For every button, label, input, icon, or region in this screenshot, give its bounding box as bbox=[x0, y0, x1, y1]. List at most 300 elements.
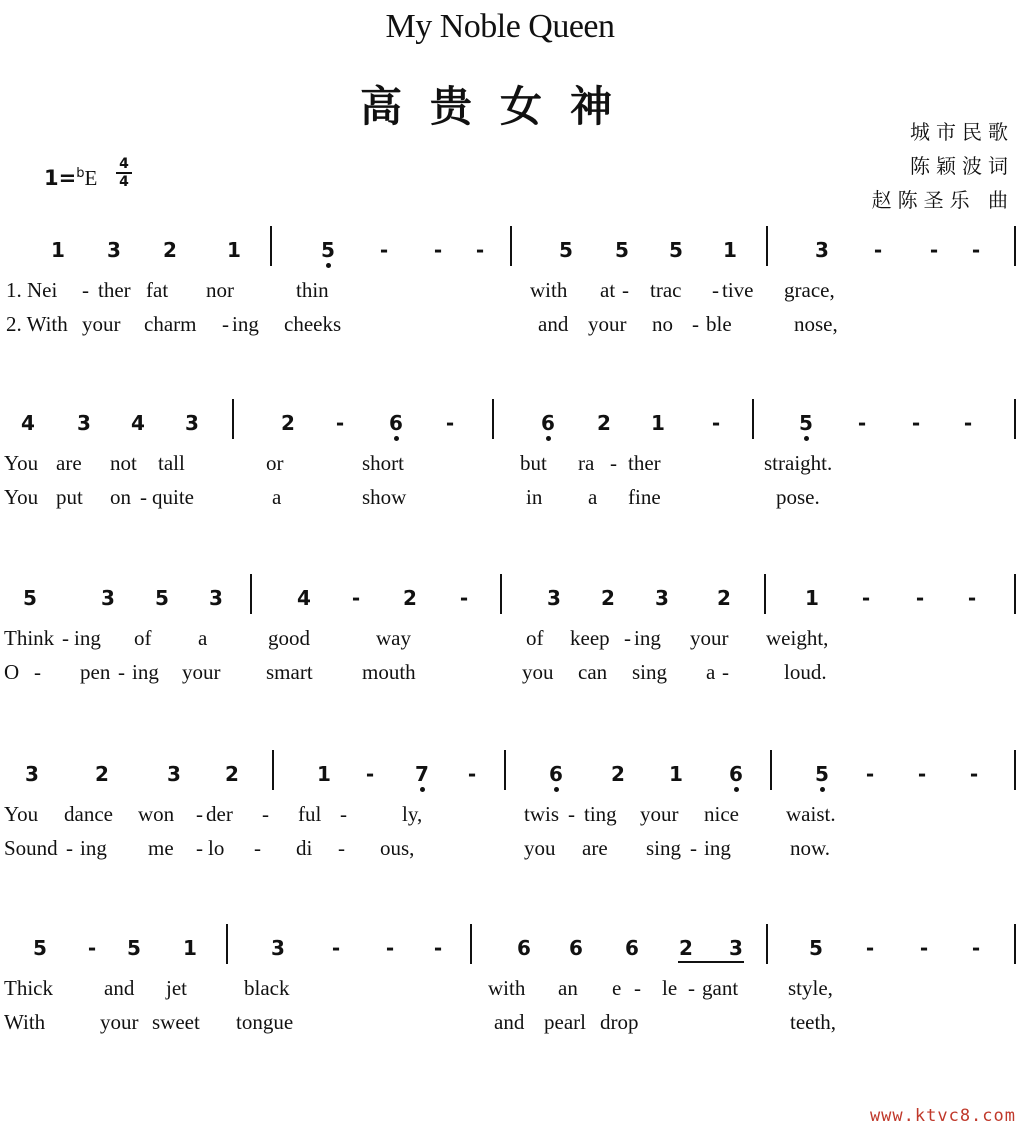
note bbox=[676, 936, 696, 960]
lyric-syllable: fine bbox=[628, 485, 661, 509]
sustain-dash bbox=[374, 238, 394, 262]
note bbox=[268, 936, 288, 960]
lyric-syllable: are bbox=[56, 451, 82, 475]
lyric-syllable: a bbox=[272, 485, 282, 509]
lyric-syllable: of bbox=[526, 626, 544, 650]
barline bbox=[1014, 574, 1016, 614]
lyric-syllable: ing bbox=[132, 660, 159, 684]
time-signature-bottom: 4 bbox=[119, 174, 129, 190]
lyric-hyphen: - bbox=[196, 802, 203, 826]
lyric-syllable: can bbox=[578, 660, 608, 684]
note bbox=[180, 936, 200, 960]
sustain-dash bbox=[454, 586, 474, 610]
note-label: 3 bbox=[815, 238, 829, 262]
octave-dot bbox=[554, 787, 559, 792]
note-label: 6 bbox=[517, 936, 531, 960]
lyric-syllable: and bbox=[538, 312, 569, 336]
note bbox=[622, 936, 642, 960]
lyric-syllable: at bbox=[600, 278, 616, 302]
octave-dot bbox=[804, 436, 809, 441]
lyric-syllable: jet bbox=[166, 976, 187, 1000]
note bbox=[544, 586, 564, 610]
note-label: - bbox=[861, 586, 871, 610]
note-label: 3 bbox=[655, 586, 669, 610]
lyric-syllable: now. bbox=[790, 836, 831, 860]
sustain-dash bbox=[470, 238, 490, 262]
barline bbox=[1014, 226, 1016, 266]
key-note: E bbox=[84, 166, 98, 190]
note bbox=[222, 762, 242, 786]
note-label: 4 bbox=[297, 586, 311, 610]
octave-dot bbox=[734, 787, 739, 792]
note-label: - bbox=[379, 238, 389, 262]
note-label: - bbox=[929, 238, 939, 262]
lyric-hyphen: - bbox=[82, 278, 89, 302]
note-label: - bbox=[917, 762, 927, 786]
sustain-dash bbox=[860, 762, 880, 786]
note-label: 3 bbox=[25, 762, 39, 786]
note-label: 5 bbox=[809, 936, 823, 960]
lyric-syllable: show bbox=[362, 485, 407, 509]
lyric-syllable: smart bbox=[266, 660, 313, 684]
note bbox=[30, 936, 50, 960]
barline bbox=[270, 226, 272, 266]
lyric-syllable: der bbox=[206, 802, 233, 826]
note-label: 1 bbox=[805, 586, 819, 610]
lyric-syllable: ing bbox=[80, 836, 107, 860]
note bbox=[104, 238, 124, 262]
sustain-dash bbox=[906, 411, 926, 435]
lyric-syllable: an bbox=[558, 976, 578, 1000]
underline-beam bbox=[678, 961, 744, 963]
note bbox=[796, 411, 816, 435]
lyric-syllable: a bbox=[198, 626, 208, 650]
lyric-syllable: ing bbox=[232, 312, 259, 336]
lyric-syllable: me bbox=[148, 836, 174, 860]
note-label: - bbox=[969, 762, 979, 786]
sustain-dash bbox=[966, 936, 986, 960]
lyric-syllable: fat bbox=[146, 278, 169, 302]
note-label: 6 bbox=[549, 762, 563, 786]
lyric-syllable: nose, bbox=[794, 312, 838, 336]
lyric-syllable: ing bbox=[74, 626, 101, 650]
lyric-syllable: Thick bbox=[4, 976, 53, 1000]
lyric-syllable: ble bbox=[706, 312, 732, 336]
note-label: 3 bbox=[547, 586, 561, 610]
note-label: 2 bbox=[611, 762, 625, 786]
barline bbox=[770, 750, 772, 790]
note-label: - bbox=[331, 936, 341, 960]
note-label: - bbox=[911, 411, 921, 435]
barline bbox=[510, 226, 512, 266]
lyric-hyphen: - bbox=[692, 312, 699, 336]
lyric-syllable: tongue bbox=[236, 1010, 294, 1034]
sustain-dash bbox=[462, 762, 482, 786]
lyric-syllable: Sound bbox=[4, 836, 58, 860]
lyric-syllable: ful bbox=[298, 802, 322, 826]
sustain-dash bbox=[958, 411, 978, 435]
note bbox=[412, 762, 432, 786]
note-label: 3 bbox=[101, 586, 115, 610]
sustain-dash bbox=[860, 936, 880, 960]
sustain-dash bbox=[910, 586, 930, 610]
lyric-hyphen: - bbox=[722, 660, 729, 684]
lyric-syllable: tive bbox=[722, 278, 754, 302]
note bbox=[648, 411, 668, 435]
lyric-syllable: on bbox=[110, 485, 131, 509]
lyric-syllable: a bbox=[588, 485, 598, 509]
lyric-syllable: Think bbox=[4, 626, 55, 650]
note-label: - bbox=[385, 936, 395, 960]
note-label: 7 bbox=[415, 762, 429, 786]
note-label: - bbox=[433, 238, 443, 262]
sustain-dash bbox=[962, 586, 982, 610]
note-label: 6 bbox=[541, 411, 555, 435]
lyric-syllable: short bbox=[362, 451, 404, 475]
note bbox=[594, 411, 614, 435]
lyric-syllable: won bbox=[138, 802, 175, 826]
barline bbox=[232, 399, 234, 439]
song-title-chinese: 高贵女神 bbox=[359, 82, 640, 131]
sustain-dash bbox=[380, 936, 400, 960]
sustain-dash bbox=[428, 238, 448, 262]
octave-dot bbox=[394, 436, 399, 441]
lyric-syllable: You bbox=[4, 802, 39, 826]
barline bbox=[504, 750, 506, 790]
lyric-syllable: di bbox=[296, 836, 313, 860]
sustain-dash bbox=[428, 936, 448, 960]
note-label: - bbox=[351, 586, 361, 610]
lyric-syllable: sweet bbox=[152, 1010, 200, 1034]
lyric-syllable: quite bbox=[152, 485, 194, 509]
lyric-syllable: You bbox=[4, 451, 39, 475]
credit-origin: 城市民歌 bbox=[910, 120, 1014, 144]
sustain-dash bbox=[852, 411, 872, 435]
lyric-syllable: or bbox=[266, 451, 284, 475]
note-label: 3 bbox=[77, 411, 91, 435]
lyric-syllable: and bbox=[104, 976, 135, 1000]
note bbox=[20, 586, 40, 610]
lyric-hyphen: - bbox=[196, 836, 203, 860]
note-label: 2 bbox=[717, 586, 731, 610]
note-label: - bbox=[365, 762, 375, 786]
lyric-syllable: You bbox=[4, 485, 39, 509]
lyric-syllable: ly, bbox=[402, 802, 423, 826]
lyric-syllable: ra bbox=[578, 451, 595, 475]
lyric-syllable: style, bbox=[788, 976, 833, 1000]
lyric-syllable: your bbox=[588, 312, 627, 336]
note bbox=[386, 411, 406, 435]
note-label: - bbox=[873, 238, 883, 262]
note bbox=[666, 762, 686, 786]
note-label: - bbox=[433, 936, 443, 960]
lyric-syllable: mouth bbox=[362, 660, 416, 684]
credit-lyricist: 陈颖波词 bbox=[910, 154, 1014, 178]
lyric-syllable: charm bbox=[144, 312, 197, 336]
note bbox=[206, 586, 226, 610]
lyric-syllable: black bbox=[244, 976, 290, 1000]
note bbox=[806, 936, 826, 960]
note-label: - bbox=[971, 936, 981, 960]
note-label: 1 bbox=[723, 238, 737, 262]
note-label: 6 bbox=[729, 762, 743, 786]
lyric-syllable: a bbox=[706, 660, 716, 684]
note-label: 3 bbox=[107, 238, 121, 262]
lyric-hyphen: - bbox=[66, 836, 73, 860]
note-label: 5 bbox=[127, 936, 141, 960]
lyric-syllable: your bbox=[82, 312, 121, 336]
lyric-syllable: 2. With bbox=[6, 312, 68, 336]
note bbox=[546, 762, 566, 786]
lyric-syllable: weight, bbox=[766, 626, 829, 650]
lyric-hyphen: - bbox=[688, 976, 695, 1000]
note-label: 3 bbox=[185, 411, 199, 435]
note bbox=[514, 936, 534, 960]
note-label: 2 bbox=[163, 238, 177, 262]
note-label: 2 bbox=[225, 762, 239, 786]
lyric-syllable: With bbox=[4, 1010, 46, 1034]
lyric-hyphen: - bbox=[340, 802, 347, 826]
lyric-syllable: are bbox=[582, 836, 608, 860]
note bbox=[812, 238, 832, 262]
lyric-syllable: teeth, bbox=[790, 1010, 837, 1034]
sustain-dash bbox=[440, 411, 460, 435]
note-label: 5 bbox=[33, 936, 47, 960]
note-label: 5 bbox=[559, 238, 573, 262]
lyric-syllable: ther bbox=[628, 451, 661, 475]
barline bbox=[492, 399, 494, 439]
sustain-dash bbox=[82, 936, 102, 960]
lyric-syllable: 1. Nei bbox=[6, 278, 58, 302]
lyric-syllable: waist. bbox=[786, 802, 836, 826]
song-title-english: My Noble Queen bbox=[385, 8, 615, 45]
note bbox=[22, 762, 42, 786]
note-label: - bbox=[857, 411, 867, 435]
lyric-syllable: put bbox=[56, 485, 83, 509]
lyric-syllable: way bbox=[376, 626, 411, 650]
note bbox=[182, 411, 202, 435]
lyric-syllable: loud. bbox=[784, 660, 827, 684]
lyric-syllable: your bbox=[690, 626, 729, 650]
lyric-syllable: pose. bbox=[776, 485, 820, 509]
note bbox=[278, 411, 298, 435]
note bbox=[98, 586, 118, 610]
note-label: 6 bbox=[389, 411, 403, 435]
lyric-syllable: ting bbox=[584, 802, 617, 826]
lyric-hyphen: - bbox=[118, 660, 125, 684]
time-signature-top: 4 bbox=[119, 156, 129, 172]
sustain-dash bbox=[966, 238, 986, 262]
note-label: 3 bbox=[729, 936, 743, 960]
lyric-syllable: ther bbox=[98, 278, 131, 302]
sustain-dash bbox=[924, 238, 944, 262]
note bbox=[726, 762, 746, 786]
barline bbox=[272, 750, 274, 790]
note-label: 2 bbox=[597, 411, 611, 435]
barline bbox=[766, 226, 768, 266]
lyric-syllable: thin bbox=[296, 278, 329, 302]
note bbox=[318, 238, 338, 262]
lyric-hyphen: - bbox=[610, 451, 617, 475]
note-label: 6 bbox=[625, 936, 639, 960]
barline bbox=[766, 924, 768, 964]
note bbox=[720, 238, 740, 262]
key-signature bbox=[44, 166, 97, 191]
lyric-syllable: ing bbox=[704, 836, 731, 860]
lyric-syllable: your bbox=[100, 1010, 139, 1034]
note-label: - bbox=[459, 586, 469, 610]
lyric-syllable: grace, bbox=[784, 278, 835, 302]
barline bbox=[1014, 750, 1016, 790]
sustain-dash bbox=[914, 936, 934, 960]
lyric-hyphen: - bbox=[568, 802, 575, 826]
lyric-hyphen: - bbox=[222, 312, 229, 336]
octave-dot bbox=[420, 787, 425, 792]
note bbox=[566, 936, 586, 960]
key-prefix: 1= bbox=[44, 166, 77, 190]
note-label: 2 bbox=[95, 762, 109, 786]
note bbox=[294, 586, 314, 610]
octave-dot bbox=[546, 436, 551, 441]
lyric-syllable: pearl bbox=[544, 1010, 586, 1034]
note bbox=[612, 238, 632, 262]
lyric-syllable: of bbox=[134, 626, 152, 650]
note-label: - bbox=[865, 762, 875, 786]
note-label: 5 bbox=[615, 238, 629, 262]
note-label: 2 bbox=[601, 586, 615, 610]
note-label: - bbox=[711, 411, 721, 435]
note-label: 6 bbox=[569, 936, 583, 960]
lyric-hyphen: - bbox=[262, 802, 269, 826]
note-label: 5 bbox=[155, 586, 169, 610]
lyric-syllable: ous, bbox=[380, 836, 415, 860]
note-label: 1 bbox=[317, 762, 331, 786]
barline bbox=[470, 924, 472, 964]
barline bbox=[752, 399, 754, 439]
octave-dot bbox=[820, 787, 825, 792]
lyric-syllable: in bbox=[526, 485, 543, 509]
lyric-syllable: and bbox=[494, 1010, 525, 1034]
note-label: 3 bbox=[209, 586, 223, 610]
note-label: 1 bbox=[183, 936, 197, 960]
note bbox=[160, 238, 180, 262]
barline bbox=[500, 574, 502, 614]
note bbox=[726, 936, 746, 960]
lyric-syllable: tall bbox=[158, 451, 185, 475]
note bbox=[608, 762, 628, 786]
lyric-hyphen: - bbox=[624, 626, 631, 650]
note-label: - bbox=[971, 238, 981, 262]
note-label: 4 bbox=[131, 411, 145, 435]
note-label: - bbox=[967, 586, 977, 610]
watermark: www.ktvc8.com bbox=[869, 1106, 1016, 1126]
note bbox=[666, 238, 686, 262]
barline bbox=[250, 574, 252, 614]
note bbox=[48, 238, 68, 262]
note bbox=[314, 762, 334, 786]
lyric-syllable: gant bbox=[702, 976, 739, 1000]
note-label: - bbox=[475, 238, 485, 262]
note bbox=[400, 586, 420, 610]
lyric-syllable: your bbox=[182, 660, 221, 684]
note-label: 4 bbox=[21, 411, 35, 435]
lyric-hyphen: - bbox=[690, 836, 697, 860]
note-label: 1 bbox=[51, 238, 65, 262]
note bbox=[652, 586, 672, 610]
note bbox=[802, 586, 822, 610]
sustain-dash bbox=[360, 762, 380, 786]
note bbox=[128, 411, 148, 435]
note-label: - bbox=[467, 762, 477, 786]
note-label: 1 bbox=[669, 762, 683, 786]
barline bbox=[226, 924, 228, 964]
note-label: 2 bbox=[281, 411, 295, 435]
note bbox=[74, 411, 94, 435]
note bbox=[538, 411, 558, 435]
lyric-syllable: e bbox=[612, 976, 622, 1000]
lyric-syllable: straight. bbox=[764, 451, 833, 475]
lyric-syllable: keep bbox=[570, 626, 610, 650]
flat-sign: b bbox=[76, 166, 85, 181]
note-label: - bbox=[87, 936, 97, 960]
note bbox=[124, 936, 144, 960]
sustain-dash bbox=[346, 586, 366, 610]
lyric-hyphen: - bbox=[338, 836, 345, 860]
note-label: - bbox=[865, 936, 875, 960]
lyric-hyphen: - bbox=[140, 485, 147, 509]
note-label: 1 bbox=[227, 238, 241, 262]
lyric-syllable: trac bbox=[650, 278, 682, 302]
sustain-dash bbox=[964, 762, 984, 786]
lyric-syllable: nice bbox=[704, 802, 739, 826]
note bbox=[714, 586, 734, 610]
lyric-hyphen: - bbox=[34, 660, 41, 684]
sustain-dash bbox=[868, 238, 888, 262]
time-signature bbox=[116, 156, 132, 190]
note bbox=[92, 762, 112, 786]
note-label: 1 bbox=[651, 411, 665, 435]
note-label: - bbox=[915, 586, 925, 610]
lyric-syllable: nor bbox=[206, 278, 234, 302]
note bbox=[812, 762, 832, 786]
note-label: 5 bbox=[815, 762, 829, 786]
note-label: 2 bbox=[679, 936, 693, 960]
barline bbox=[1014, 924, 1016, 964]
note-label: 5 bbox=[799, 411, 813, 435]
note-label: - bbox=[335, 411, 345, 435]
note-label: - bbox=[963, 411, 973, 435]
lyric-syllable: ing bbox=[634, 626, 661, 650]
lyric-syllable: you bbox=[522, 660, 554, 684]
lyric-syllable: with bbox=[488, 976, 526, 1000]
lyric-syllable: O bbox=[4, 660, 20, 684]
lyric-syllable: drop bbox=[600, 1010, 639, 1034]
lyric-hyphen: - bbox=[254, 836, 261, 860]
lyric-syllable: le bbox=[662, 976, 678, 1000]
lyric-hyphen: - bbox=[62, 626, 69, 650]
lyric-syllable: dance bbox=[64, 802, 113, 826]
note bbox=[556, 238, 576, 262]
note-label: 3 bbox=[271, 936, 285, 960]
note bbox=[598, 586, 618, 610]
note-label: 5 bbox=[669, 238, 683, 262]
lyric-hyphen: - bbox=[634, 976, 641, 1000]
note bbox=[18, 411, 38, 435]
lyric-syllable: but bbox=[520, 451, 547, 475]
note-label: - bbox=[445, 411, 455, 435]
note bbox=[224, 238, 244, 262]
note-label: 5 bbox=[23, 586, 37, 610]
